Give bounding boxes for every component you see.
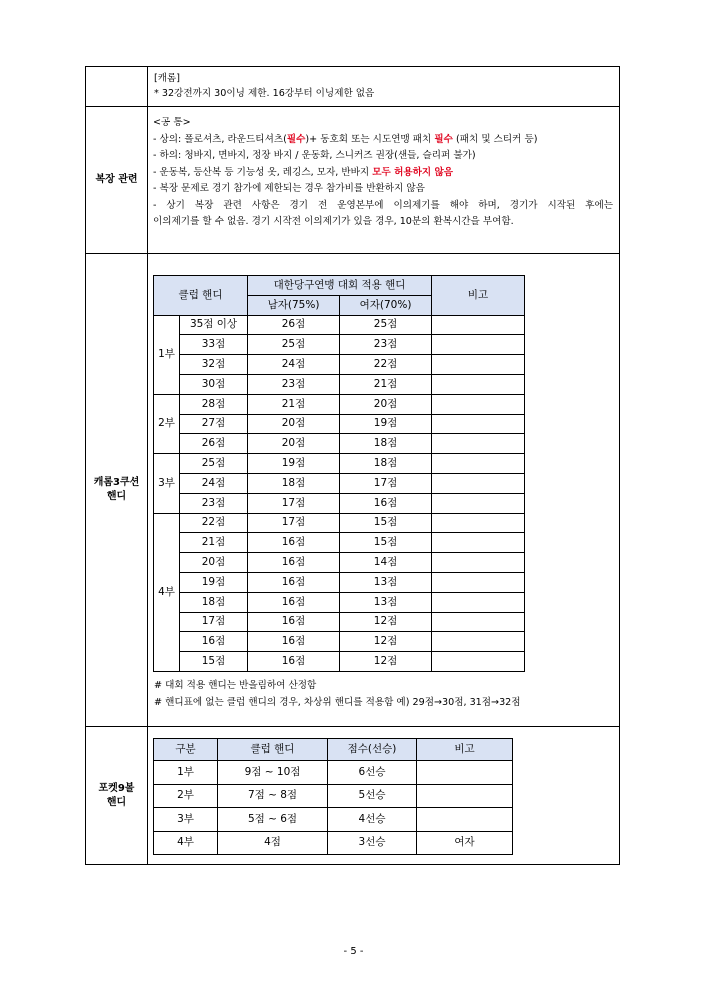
dress-code-cell (148, 107, 620, 254)
pocket-note-cell (417, 808, 513, 832)
top-rule-text-b: )+ 동호회 또는 시도연맹 패치 (305, 133, 435, 145)
note-cell (432, 434, 525, 454)
pocket9-handicap-table (153, 738, 513, 855)
rules-table (85, 66, 620, 865)
club-handicap-cell: 25점 (180, 454, 248, 474)
club-handicap-cell: 20점 (180, 553, 248, 573)
carom3-handicap-label (86, 254, 148, 727)
note-cell (432, 612, 525, 632)
pocket-score-cell: 6선승 (328, 761, 417, 785)
note-cell (432, 454, 525, 474)
handicap-notes (153, 677, 619, 711)
female-handicap-cell: 23점 (340, 335, 432, 355)
club-handicap-cell: 21점 (180, 533, 248, 553)
female-handicap-cell: 15점 (340, 513, 432, 533)
carom3-handicap-cell (148, 254, 620, 727)
objection-rule-2: 이의제기를 할 수 없음. 경기 시작전 이의제기가 있을 경우, 10분의 환복시간을 부여함. (153, 216, 514, 227)
division-cell: 1부 (154, 315, 180, 394)
carom3-label-line-2: 핸디 (106, 491, 127, 502)
male-handicap-cell: 21점 (248, 394, 340, 414)
female-handicap-cell: 12점 (340, 632, 432, 652)
bottom-clothing-rule: - 하의: 청바지, 면바지, 정장 바지 / 운동화, 스니커즈 권장(샌들, 슬리퍼 불가) (153, 150, 476, 161)
female-handicap-cell: 25점 (340, 315, 432, 335)
pocket-division-cell: 3부 (154, 808, 218, 832)
club-handicap-cell: 32점 (180, 355, 248, 375)
carom-rules-header: [캐롬] (154, 73, 181, 84)
male-handicap-cell: 26점 (248, 315, 340, 335)
handicap-row (154, 335, 525, 355)
not-allowed-mark: 모두 허용하지 않음 (372, 166, 454, 178)
note-cell (432, 652, 525, 672)
handicap-row (154, 533, 525, 553)
pocket-score-cell: 4선승 (328, 808, 417, 832)
male-handicap-cell: 16점 (248, 632, 340, 652)
female-handicap-cell: 12점 (340, 652, 432, 672)
male-handicap-cell: 20점 (248, 434, 340, 454)
pocket-club-cell: 9점 ~ 10점 (218, 761, 328, 785)
missing-handicap-note: # 핸디표에 없는 클럽 핸디의 경우, 차상위 핸디를 적용함 예) 29점→30점, 31점→32점 (154, 696, 521, 708)
pocket9-handicap-label (86, 727, 148, 865)
club-handicap-cell: 35점 이상 (180, 315, 248, 335)
female-handicap-cell: 14점 (340, 553, 432, 573)
top-clothing-rule (153, 132, 613, 149)
pocket-score-cell: 3선승 (328, 831, 417, 855)
club-handicap-cell: 26점 (180, 434, 248, 454)
carom-rules-line: * 32강전까지 30이닝 제한. 16강부터 이닝제한 없음 (154, 88, 375, 99)
male-handicap-cell: 17점 (248, 513, 340, 533)
dress-code-label: 복장 관련 (86, 107, 148, 254)
note-cell (432, 355, 525, 375)
club-handicap-cell: 27점 (180, 414, 248, 434)
note-cell (432, 335, 525, 355)
female-handicap-cell: 16점 (340, 493, 432, 513)
handicap-row (154, 473, 525, 493)
male-handicap-cell: 20점 (248, 414, 340, 434)
club-handicap-cell: 24점 (180, 473, 248, 493)
female-handicap-cell: 18점 (340, 454, 432, 474)
objection-rule-1: - 상기 복장 관련 사항은 경기 전 운영본부에 이의제기를 해야 하며, 경기가 시작된 후에는 (153, 199, 613, 211)
note-cell (432, 632, 525, 652)
carom3-handicap-table (153, 275, 525, 672)
female-handicap-cell: 15점 (340, 533, 432, 553)
division-cell: 4부 (154, 513, 180, 671)
club-handicap-cell: 19점 (180, 572, 248, 592)
handicap-row (154, 394, 525, 414)
note-cell (432, 572, 525, 592)
club-handicap-cell: 23점 (180, 493, 248, 513)
carom-rules-row (86, 67, 620, 107)
club-handicap-cell: 28점 (180, 394, 248, 414)
club-handicap-cell: 16점 (180, 632, 248, 652)
division-cell: 3부 (154, 454, 180, 513)
federation-handicap-header: 대한당구연맹 대회 적용 핸디 (248, 276, 432, 296)
note-cell (432, 493, 525, 513)
handicap-row (154, 592, 525, 612)
common-header: <공 통> (153, 117, 191, 128)
note-cell (432, 473, 525, 493)
male-header: 남자(75%) (248, 295, 340, 315)
club-handicap-cell: 30점 (180, 374, 248, 394)
note-cell (432, 513, 525, 533)
club-handicap-cell: 17점 (180, 612, 248, 632)
page-number: - 5 - (343, 946, 364, 957)
pocket-division-cell: 1부 (154, 761, 218, 785)
handicap-row (154, 632, 525, 652)
handicap-row (154, 374, 525, 394)
division-cell: 2부 (154, 394, 180, 453)
pocket-row (154, 761, 513, 785)
male-handicap-cell: 19점 (248, 454, 340, 474)
note-cell (432, 553, 525, 573)
handicap-row (154, 355, 525, 375)
handicap-row (154, 493, 525, 513)
note-cell (432, 414, 525, 434)
pocket-note-header: 비고 (417, 739, 513, 761)
required-mark-2: 필수 (434, 133, 453, 145)
handicap-row (154, 454, 525, 474)
note-cell (432, 592, 525, 612)
female-header: 여자(70%) (340, 295, 432, 315)
handicap-row (154, 434, 525, 454)
pocket-note-cell (417, 761, 513, 785)
pocket-club-cell: 5점 ~ 6점 (218, 808, 328, 832)
male-handicap-cell: 16점 (248, 592, 340, 612)
pocket-division-cell: 4부 (154, 831, 218, 855)
male-handicap-cell: 24점 (248, 355, 340, 375)
handicap-row (154, 612, 525, 632)
handicap-row (154, 513, 525, 533)
pocket-club-cell: 4점 (218, 831, 328, 855)
male-handicap-cell: 16점 (248, 612, 340, 632)
male-handicap-cell: 25점 (248, 335, 340, 355)
female-handicap-cell: 20점 (340, 394, 432, 414)
banned-rule-text: - 운동복, 등산복 등 기능성 옷, 레깅스, 모자, 반바지 (153, 166, 373, 178)
club-handicap-cell: 18점 (180, 592, 248, 612)
male-handicap-cell: 18점 (248, 473, 340, 493)
rounding-note: # 대회 적용 핸디는 반올림하여 산정함 (154, 679, 317, 691)
carom3-handicap-row (86, 254, 620, 727)
handicap-row (154, 315, 525, 335)
pocket9-handicap-row (86, 727, 620, 865)
pocket9-label-line-2: 핸디 (106, 796, 127, 808)
required-mark-1: 필수 (286, 133, 306, 145)
banned-clothing-rule (153, 165, 613, 182)
note-cell (432, 374, 525, 394)
handicap-row (154, 652, 525, 672)
male-handicap-cell: 16점 (248, 553, 340, 573)
carom-rules-cell (148, 67, 620, 107)
division-header: 구분 (154, 739, 218, 761)
female-handicap-cell: 18점 (340, 434, 432, 454)
dress-code-row (86, 107, 620, 254)
score-header: 점수(선승) (328, 739, 417, 761)
pocket9-label-line-1: 포켓9볼 (98, 782, 135, 794)
pocket-score-cell: 5선승 (328, 784, 417, 808)
female-handicap-cell: 13점 (340, 592, 432, 612)
note-cell (432, 533, 525, 553)
carom-rules-label-cell (86, 67, 148, 107)
pocket-club-handicap-header: 클럽 핸디 (218, 739, 328, 761)
refund-rule: - 복장 문제로 경기 참가에 제한되는 경우 참가비를 반환하지 않음 (153, 183, 425, 194)
pocket-row (154, 808, 513, 832)
top-rule-text-a: - 상의: 폴로셔츠, 라운드티셔츠( (153, 133, 287, 145)
pocket-division-cell: 2부 (154, 784, 218, 808)
club-handicap-cell: 15점 (180, 652, 248, 672)
note-header: 비고 (432, 276, 525, 316)
pocket-row (154, 831, 513, 855)
pocket9-handicap-body (154, 761, 513, 855)
carom3-label-line-1: 캐롬3쿠션 (93, 477, 140, 488)
handicap-row (154, 572, 525, 592)
note-cell (432, 394, 525, 414)
handicap-row (154, 553, 525, 573)
female-handicap-cell: 13점 (340, 572, 432, 592)
male-handicap-cell: 16점 (248, 572, 340, 592)
carom3-handicap-body (154, 315, 525, 671)
pocket9-handicap-cell (148, 727, 620, 865)
handicap-row (154, 414, 525, 434)
female-handicap-cell: 17점 (340, 473, 432, 493)
male-handicap-cell: 17점 (248, 493, 340, 513)
pocket-row (154, 784, 513, 808)
female-handicap-cell: 19점 (340, 414, 432, 434)
pocket-note-cell: 여자 (417, 831, 513, 855)
male-handicap-cell: 23점 (248, 374, 340, 394)
club-handicap-cell: 22점 (180, 513, 248, 533)
male-handicap-cell: 16점 (248, 533, 340, 553)
male-handicap-cell: 16점 (248, 652, 340, 672)
note-cell (432, 315, 525, 335)
female-handicap-cell: 12점 (340, 612, 432, 632)
pocket-club-cell: 7점 ~ 8점 (218, 784, 328, 808)
pocket-note-cell (417, 784, 513, 808)
club-handicap-header: 클럽 핸디 (154, 276, 248, 316)
club-handicap-cell: 33점 (180, 335, 248, 355)
female-handicap-cell: 21점 (340, 374, 432, 394)
female-handicap-cell: 22점 (340, 355, 432, 375)
top-rule-text-c: (패치 및 스티커 등) (452, 133, 538, 145)
